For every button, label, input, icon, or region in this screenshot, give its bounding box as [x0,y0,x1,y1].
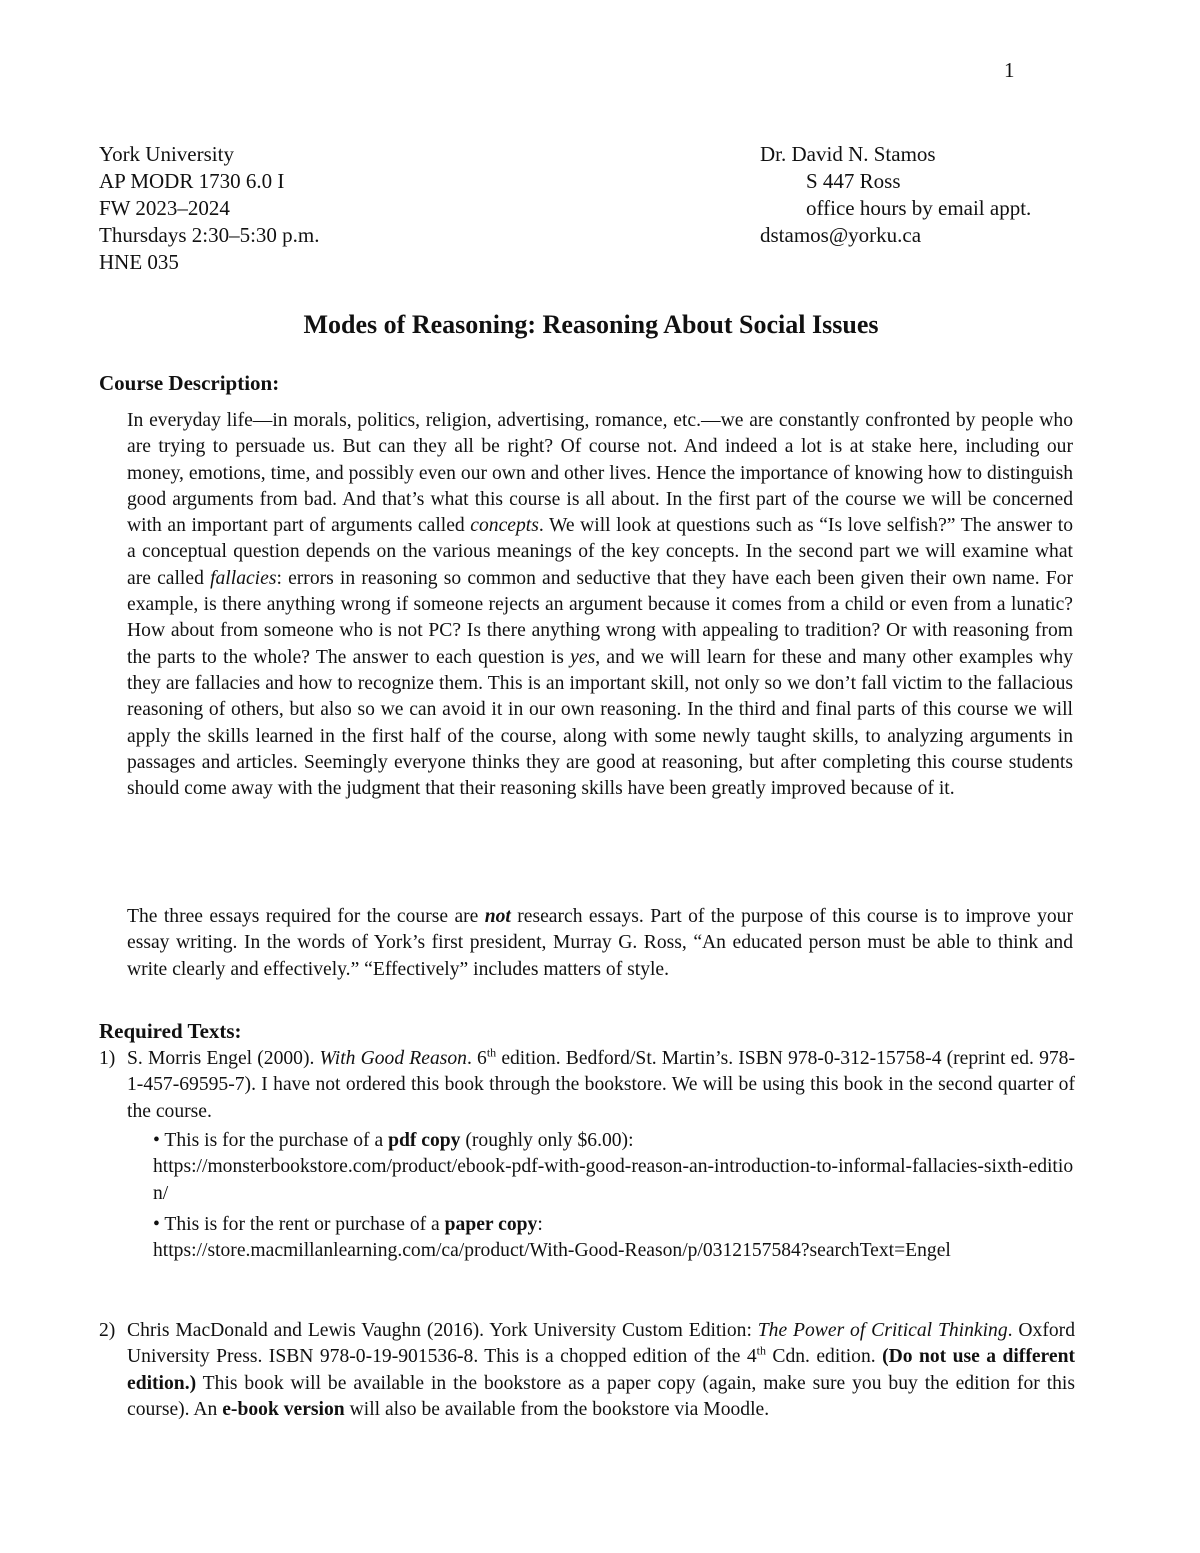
text: This is for the rent or purchase of a [164,1214,445,1235]
page-number: 1 [1004,58,1015,82]
bold-text: pdf copy [388,1130,461,1151]
list-number: 2) [99,1320,116,1341]
list-item-content [127,1318,1075,1423]
text: edition. Bedford/St. Martin’s. ISBN 978-0-312-15758-4 (reprint ed. 978-1-457-69595-7). I have not ordered this book through the bookstore. We will be using this book in the second quarter of the course. [127,1048,1075,1122]
desc-emphasis-concepts: concepts [470,515,539,537]
bullet-pdf-copy [153,1128,1078,1207]
desc-emphasis-not: not [484,906,511,927]
university-name: York University [99,142,234,166]
bullet-paper-copy [153,1212,1078,1265]
text: : [537,1214,543,1235]
instructor-name: Dr. David N. Stamos [760,142,936,166]
text: Chris MacDonald and Lewis Vaughn (2016). York University Custom Edition: [127,1320,758,1341]
desc-text: The three essays required for the course are [127,906,485,927]
desc-text: In everyday life—in morals, politics, religion, advertising, romance, etc.—we are constantly confronted by people who are trying to persuade us. But can they all be right? Of course not. And indeed a lot is at stake here, including our money, emotions, time, and possibly even our own and other lives. Hence the importance of knowing how to distinguish good arguments from bad. And that’s what this course is all about. In the first part of the course we will be concerned with an important part of arguments called [127,410,1073,537]
term: FW 2023–2024 [99,196,230,220]
course-description-paragraph-2 [127,904,1073,983]
instructor-email[interactable]: dstamos@yorku.ca [760,223,922,247]
desc-emphasis-yes: yes [570,646,596,668]
page-title: Modes of Reasoning: Reasoning About Social Issues [303,310,879,339]
desc-text: , and we will learn for these and many other examples why they are fallacies and how to recognize them. This is an important skill, not only so we don’t fall victim to the fallacious reasoning of others, but also so we can avoid it in our own reasoning. In the third and final parts of this course we will apply the skills learned in the first half of the course, along with some newly taught skills, to analyzing arguments in passages and articles. Seemingly everyone thinks they are good at reasoning, but after completing this course students should come away with the judgment that their reasoning skills have been greatly improved because of it. [127,646,1073,800]
text: will also be available from the bookstore via Moodle. [344,1398,770,1420]
office-hours: office hours by email appt. [806,196,1032,220]
course-description-heading: Course Description: [99,371,280,395]
desc-text: . We will look at questions such as “Is love selfish?” The answer to a conceptual question depends on the various meanings of the key concepts. In the second part we will examine what are called [127,515,1074,589]
class-time: Thursdays 2:30–5:30 p.m. [99,223,320,247]
instructor-info-block [760,141,1031,249]
text: (roughly only $6.00): [460,1130,634,1151]
text: S. Morris Engel (2000). [127,1048,320,1069]
desc-emphasis-fallacies: fallacies [210,567,277,589]
text: . 6 [466,1048,487,1069]
required-text-item-2 [99,1318,1075,1423]
paper-copy-link[interactable]: https://store.macmillanlearning.com/ca/product/With-Good-Reason/p/0312157584?searchText=Engel [153,1240,951,1262]
course-info-block [99,141,320,276]
bullet-icon: • [153,1130,160,1151]
pdf-copy-link[interactable]: https://monsterbookstore.com/product/ebook-pdf-with-good-reason-an-introduction-to-informal-fallacies-sixth-edition/ [153,1156,1074,1204]
book-title: With Good Reason [319,1048,467,1069]
superscript: th [486,1045,497,1060]
text: This book will be available in the bookstore as a paper copy (again, make sure you buy the edition for this course). An [127,1372,1075,1420]
desc-text: research essays. Part of the purpose of this course is to improve your essay writing. In the words of York’s first president, Murray G. Ross, “An educated person must be able to think and write clearly and effectively.” “Effectively” includes matters of style. [127,906,1073,980]
bold-text: (Do not use a different edition.) [127,1346,1075,1394]
bold-text: paper copy [444,1214,538,1235]
room: HNE 035 [99,250,179,274]
list-item-content [127,1046,1075,1125]
bold-text: e-book version [222,1398,345,1420]
course-description-paragraph-1 [127,408,1073,802]
list-number: 1) [99,1048,116,1069]
office-location: S 447 Ross [806,169,901,193]
required-texts-heading: Required Texts: [99,1019,242,1043]
book-title: The Power of Critical Thinking [757,1320,1008,1341]
bullet-icon: • [153,1214,160,1235]
required-text-item-1 [99,1046,1075,1125]
text: Cdn. edition. [765,1346,883,1368]
superscript: th [756,1343,766,1358]
text: . Oxford University Press. ISBN 978-0-19-901536-8. This is a chopped edition of the 4 [127,1320,1075,1368]
desc-text: : errors in reasoning so common and seductive that they have each been given their own name. For example, is there anything wrong if someone rejects an argument because it comes from a child or even from a lunatic? How about from someone who is not PC? Is there anything wrong with appealing to tradition? Or with reasoning from the parts to the whole? The answer to each question is [127,567,1073,668]
course-code: AP MODR 1730 6.0 I [99,169,285,193]
text: This is for the purchase of a [164,1130,389,1151]
